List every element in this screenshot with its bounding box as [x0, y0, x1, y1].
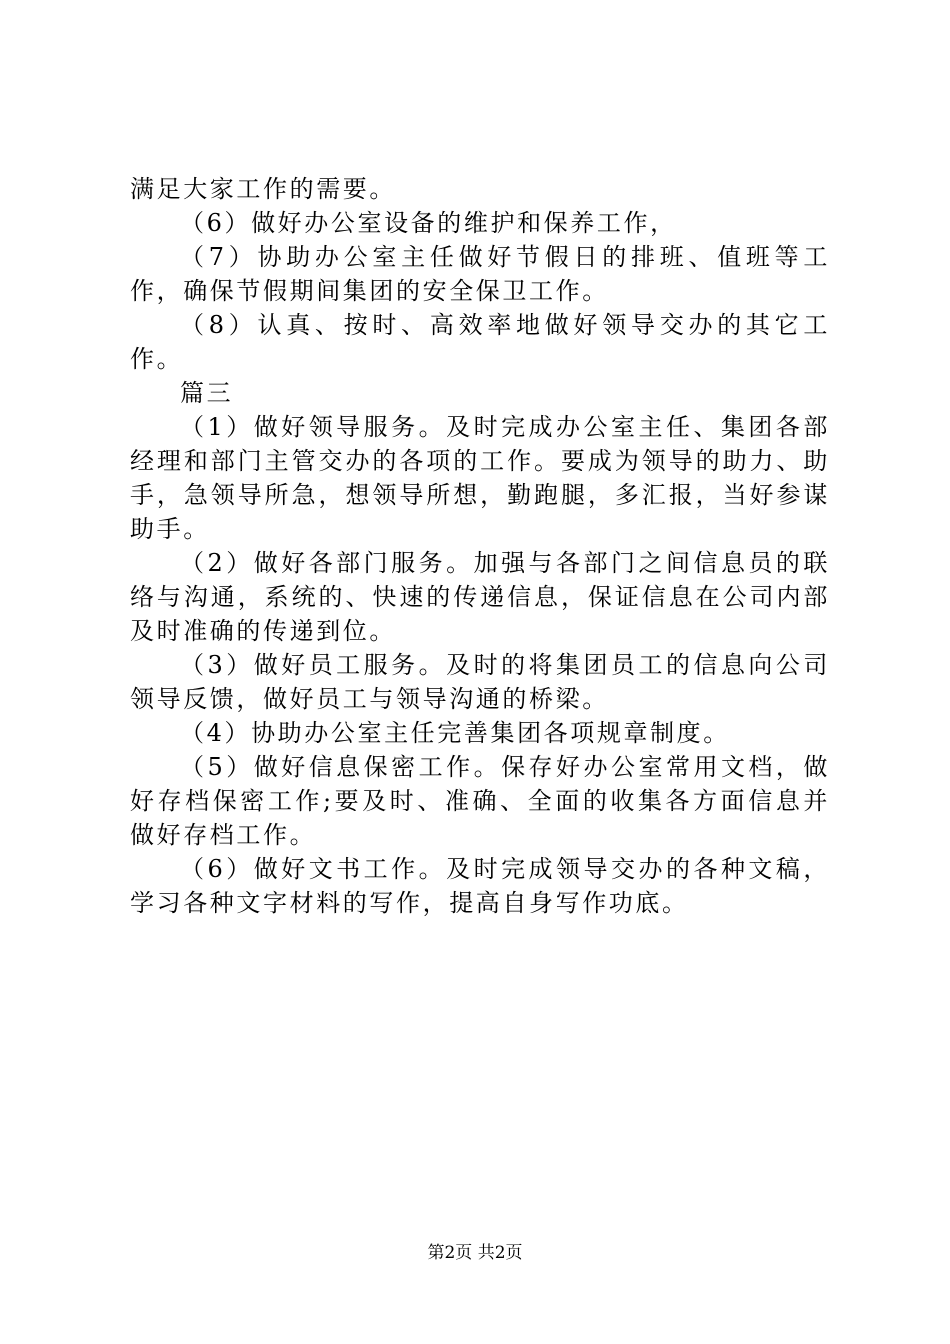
paragraph-3: （7）协助办公室主任做好节假日的排班、值班等工作，确保节假期间集团的安全保卫工作。: [130, 243, 830, 305]
paragraph-9: （4）协助办公室主任完善集团各项规章制度。: [180, 719, 730, 747]
paragraph-11: （6）做好文书工作。及时完成领导交办的各种文稿，学习各种文字材料的写作，提高自身写作功底。: [130, 855, 830, 917]
paragraph-1: 满足大家工作的需要。: [130, 175, 396, 203]
paragraph-7: （2）做好各部门服务。加强与各部门之间信息员的联络与沟通，系统的、快速的传递信息，保证信息在公司内部及时准确的传递到位。: [130, 549, 830, 645]
paragraph-4: （8）认真、按时、高效率地做好领导交办的其它工作。: [130, 311, 830, 373]
paragraph-10: （5）做好信息保密工作。保存好办公室常用文档，做好存档保密工作;要及时、准确、全面的收集各方面信息并做好存档工作。: [130, 753, 830, 849]
section-heading: 篇三: [180, 379, 234, 407]
paragraph-6: （1）做好领导服务。及时完成办公室主任、集团各部经理和部门主管交办的各项的工作。要成为领导的助力、助手，急领导所急，想领导所想，勤跑腿，多汇报，当好参谋助手。: [130, 413, 830, 543]
document-body: [130, 172, 830, 920]
paragraph-8: （3）做好员工服务。及时的将集团员工的信息向公司领导反馈，做好员工与领导沟通的桥梁。: [130, 651, 830, 713]
page-footer: [0, 1242, 950, 1264]
paragraph-2: （6）做好办公室设备的维护和保养工作，: [180, 209, 677, 237]
page-number-label: 第2页 共2页: [427, 1243, 523, 1263]
